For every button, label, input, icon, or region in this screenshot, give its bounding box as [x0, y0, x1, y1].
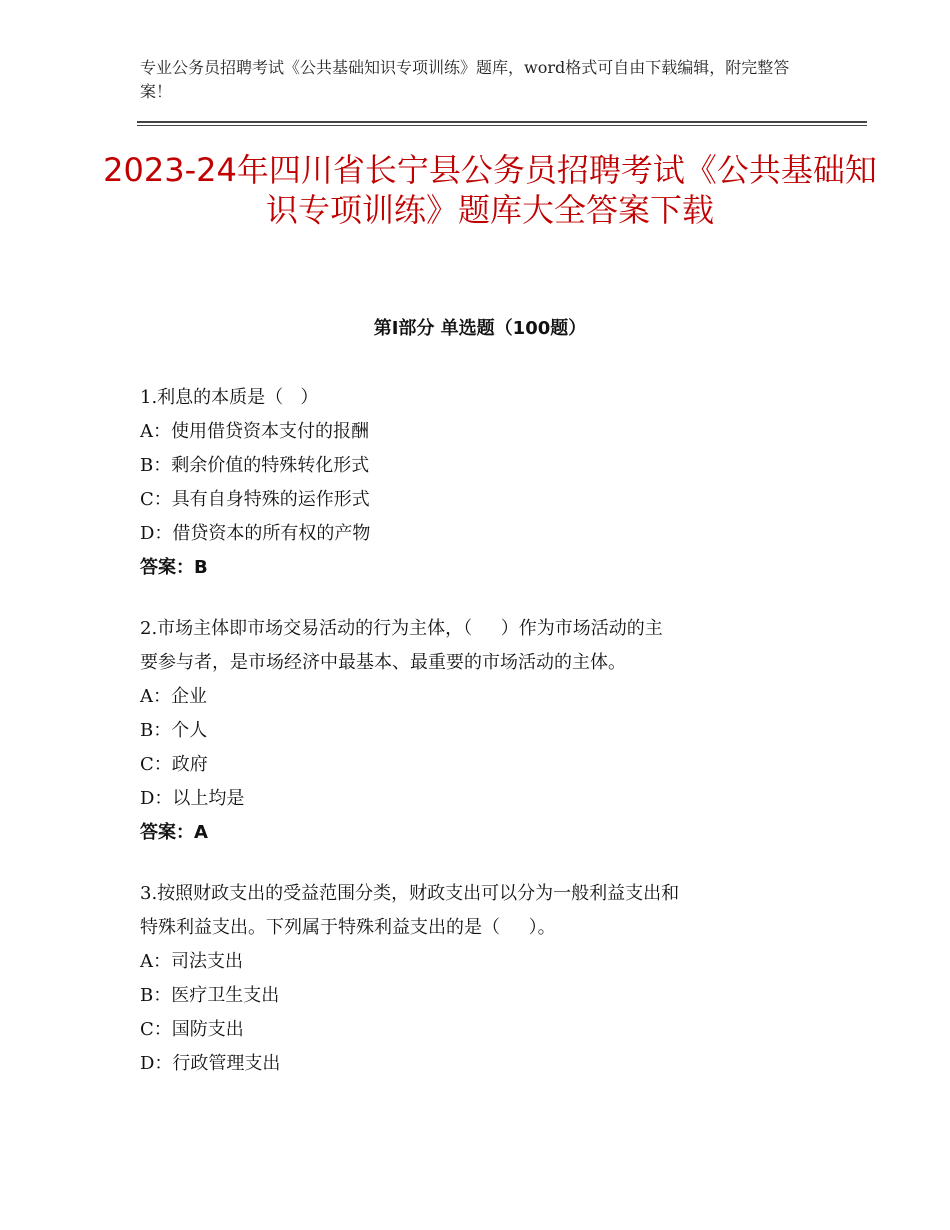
- question-stem: 2.市场主体即市场交易活动的行为主体，（ ）作为市场活动的主: [140, 618, 663, 639]
- option-b: B：剩余价值的特殊转化形式: [140, 455, 370, 476]
- option-a: A：司法支出: [140, 951, 243, 972]
- question-stem-continued: 特殊利益支出。下列属于特殊利益支出的是（ ）。: [140, 917, 556, 938]
- header-note: 专业公务员招聘考试《公共基础知识专项训练》题库，word格式可自由下载编辑，附完整答案！: [140, 58, 790, 101]
- question-stem: 3.按照财政支出的受益范围分类，财政支出可以分为一般利益支出和: [140, 883, 680, 904]
- answer: 答案：A: [140, 822, 208, 843]
- header-rule-thin: [137, 125, 867, 126]
- document-title: 2023-24年四川省长宁县公务员招聘考试《公共基础知识专项训练》题库大全答案下载: [103, 151, 877, 229]
- option-d: D：以上均是: [140, 788, 245, 809]
- question-stem-continued: 要参与者，是市场经济中最基本、最重要的市场活动的主体。: [140, 652, 626, 673]
- question-1: [140, 381, 800, 585]
- option-a: A：使用借贷资本支付的报酬: [140, 421, 369, 442]
- option-c: C：具有自身特殊的运作形式: [140, 489, 370, 510]
- answer: 答案：B: [140, 557, 208, 578]
- question-3: [140, 877, 800, 1081]
- option-c: C：政府: [140, 754, 208, 775]
- option-c: C：国防支出: [140, 1019, 244, 1040]
- option-b: B：个人: [140, 720, 208, 741]
- question-stem: 1.利息的本质是（ ）: [140, 387, 319, 408]
- question-2: [140, 612, 800, 850]
- option-d: D：行政管理支出: [140, 1053, 281, 1074]
- option-a: A：企业: [140, 686, 207, 707]
- header-rule-thick: [137, 121, 867, 123]
- question-list: [140, 381, 800, 1108]
- option-d: D：借贷资本的所有权的产物: [140, 523, 371, 544]
- part-title: 第Ⅰ部分 单选题（100题）: [373, 318, 587, 339]
- option-b: B：医疗卫生支出: [140, 985, 280, 1006]
